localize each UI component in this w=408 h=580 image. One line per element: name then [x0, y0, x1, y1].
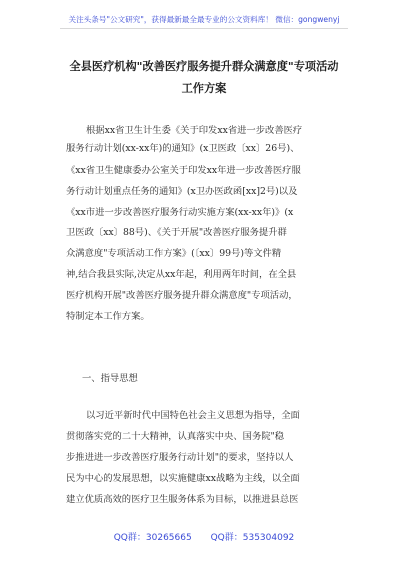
paragraph-line: 医疗机构开展"改善医疗服务提升群众满意度"专项活动， [66, 290, 298, 301]
paragraph-line: 民为中心的发展思想，以实施健康xx战略为主线，以全面 [66, 473, 300, 484]
document-title-line2: 工作方案 [181, 81, 227, 95]
footer-qq-group-2: QQ群：535304092 [210, 533, 295, 543]
footer-contacts [0, 530, 408, 543]
document-title-line1: 全县医疗机构"改善医疗服务提升群众满意度"专项活动 [69, 59, 339, 73]
paragraph-line: 卫医政〔xx〕88号)、《关于开展"改善医疗服务提升群 [66, 227, 287, 238]
footer-qq-group-1: QQ群：30265665 [113, 533, 192, 543]
header-divider [60, 28, 348, 29]
paragraph-line: 众满意度"专项活动工作方案》(〔xx〕99号)等文件精 [66, 248, 282, 259]
paragraph-line: 《xx市进一步改善医疗服务行动实施方案(xx-xx年)》(x [66, 207, 294, 218]
header-banner: 关注头条号"公文研究"，获得最新最全最专业的公文资料库！ 微信：gongwenyj [68, 15, 340, 24]
paragraph-line: 神,结合我县实际,决定从xx年起，利用两年时间，在全县 [66, 269, 297, 280]
paragraph-line: 贯彻落实党的二十大精神，认真落实中央、国务院"稳 [66, 431, 285, 442]
paragraph-line: 步推进进一步改善医疗服务行动计划"的要求，坚持以人 [66, 452, 294, 463]
paragraph-line: 《xx省卫生健康委办公室关于印发xx年进一步改善医疗服 [66, 165, 301, 176]
section-heading: 一、指导思想 [82, 373, 138, 384]
paragraph-line: 特制定本工作方案。 [66, 311, 150, 322]
paragraph-line: 务行动计划重点任务的通知》(x卫办医政函[xx]2号)以及 [66, 186, 298, 197]
paragraph-line: 建立优质高效的医疗卫生服务体系为目标，以推进县总医 [66, 494, 299, 505]
paragraph-line: 服务行动计划(xx-xx年)的通知》(x卫医政〔xx〕26号)、 [66, 143, 300, 154]
paragraph-line: 根据xx省卫生计生委《关于印发xx省进一步改善医疗 [86, 125, 303, 136]
paragraph-line: 以习近平新时代中国特色社会主义思想为指导，全面 [86, 410, 300, 421]
